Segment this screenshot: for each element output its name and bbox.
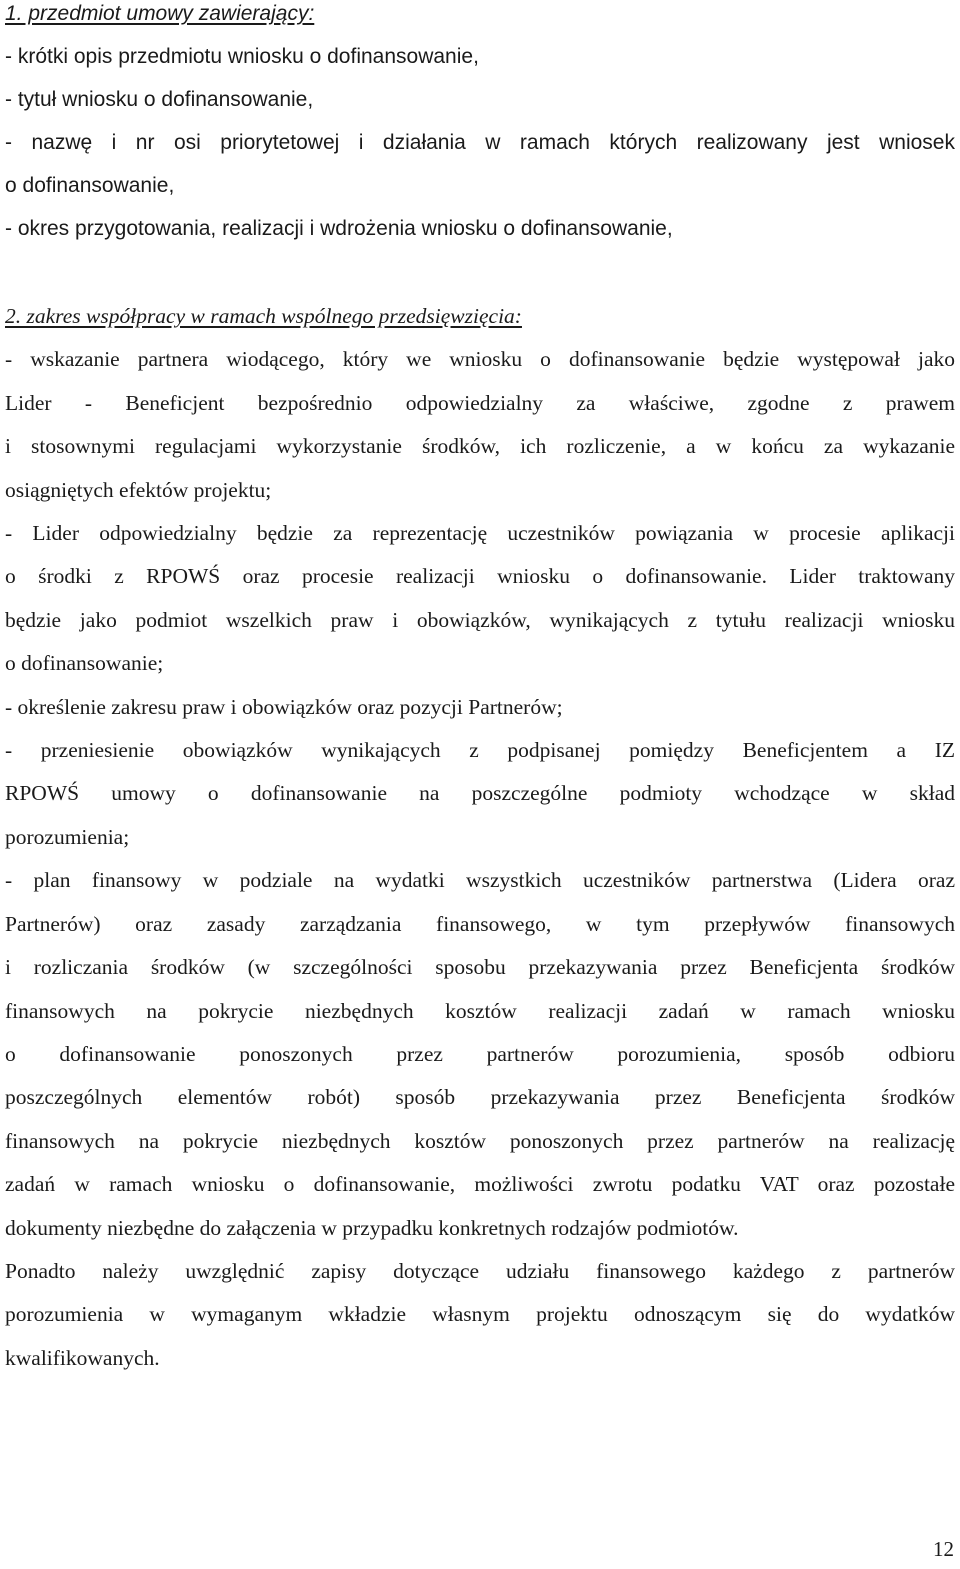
section-2-line: i rozliczania środków (w szczególności sposobu przekazywania przez Beneficjenta środków	[5, 955, 955, 980]
section-2-line: - plan finansowy w podziale na wydatki wszystkich uczestników partnerstwa (Lidera oraz	[5, 868, 955, 893]
section-2-line: zadań w ramach wniosku o dofinansowanie, możliwości zwrotu podatku VAT oraz pozostałe	[5, 1172, 955, 1197]
section-2-line: finansowych na pokrycie niezbędnych kosztów ponoszonych przez partnerów na realizację	[5, 1128, 955, 1153]
section-2	[5, 295, 955, 1380]
section-1	[5, 0, 955, 250]
section-2-line: finansowych na pokrycie niezbędnych kosztów realizacji zadań w ramach wniosku	[5, 998, 955, 1023]
section-2-line: będzie jako podmiot wszelkich praw i obowiązków, wynikających z tytułu realizacji wniosku	[5, 607, 955, 632]
section-1-line: o dofinansowanie,	[5, 174, 175, 197]
section-2-line: - określenie zakresu praw i obowiązków oraz pozycji Partnerów;	[5, 694, 563, 719]
section-2-line: kwalifikowanych.	[5, 1345, 160, 1370]
section-2-line: osiągniętych efektów projektu;	[5, 477, 272, 502]
section-2-line: - Lider odpowiedzialny będzie za reprezentację uczestników powiązania w procesie aplikacji	[5, 521, 955, 546]
section-2-line: o dofinansowanie;	[5, 651, 164, 676]
section-2-line: poszczególnych elementów robót) sposób przekazywania przez Beneficjenta środków	[5, 1085, 955, 1110]
section-2-line: o dofinansowanie ponoszonych przez partnerów porozumienia, sposób odbioru	[5, 1041, 955, 1066]
section-1-heading: 1. przedmiot umowy zawierający:	[5, 2, 315, 25]
section-1-line: - okres przygotowania, realizacji i wdrożenia wniosku o dofinansowanie,	[5, 217, 673, 240]
section-2-heading: 2. zakres współpracy w ramach wspólnego przedsięwzięcia:	[5, 304, 522, 328]
section-1-line: - nazwę i nr osi priorytetowej i działania w ramach których realizowany jest wniosek	[5, 131, 955, 154]
section-1-line: - krótki opis przedmiotu wniosku o dofinansowanie,	[5, 45, 479, 68]
section-2-line: dokumenty niezbędne do załączenia w przypadku konkretnych rodzajów podmiotów.	[5, 1215, 739, 1240]
section-2-line: - wskazanie partnera wiodącego, który we wniosku o dofinansowanie będzie występował jako	[5, 347, 955, 372]
page-number: 12	[933, 1537, 954, 1561]
section-2-line: Lider - Beneficjent bezpośrednio odpowiedzialny za właściwe, zgodne z prawem	[5, 390, 955, 415]
section-2-line: porozumienia w wymaganym wkładzie własnym projektu odnoszącym się do wydatków	[5, 1302, 955, 1327]
section-2-line: RPOWŚ umowy o dofinansowanie na poszczególne podmioty wchodzące w skład	[5, 781, 955, 806]
section-2-line: o środki z RPOWŚ oraz procesie realizacji wniosku o dofinansowanie. Lider traktowany	[5, 564, 955, 589]
section-2-line: porozumienia;	[5, 824, 130, 849]
section-2-line: - przeniesienie obowiązków wynikających z podpisanej pomiędzy Beneficjentem a IZ	[5, 738, 955, 763]
section-2-line: Partnerów) oraz zasady zarządzania finansowego, w tym przepływów finansowych	[5, 911, 955, 936]
section-1-line: - tytuł wniosku o dofinansowanie,	[5, 88, 314, 111]
section-2-line: Ponadto należy uwzględnić zapisy dotyczące udziału finansowego każdego z partnerów	[5, 1258, 955, 1283]
section-2-line: i stosownymi regulacjami wykorzystanie środków, ich rozliczenie, a w końcu za wykazanie	[5, 434, 955, 459]
